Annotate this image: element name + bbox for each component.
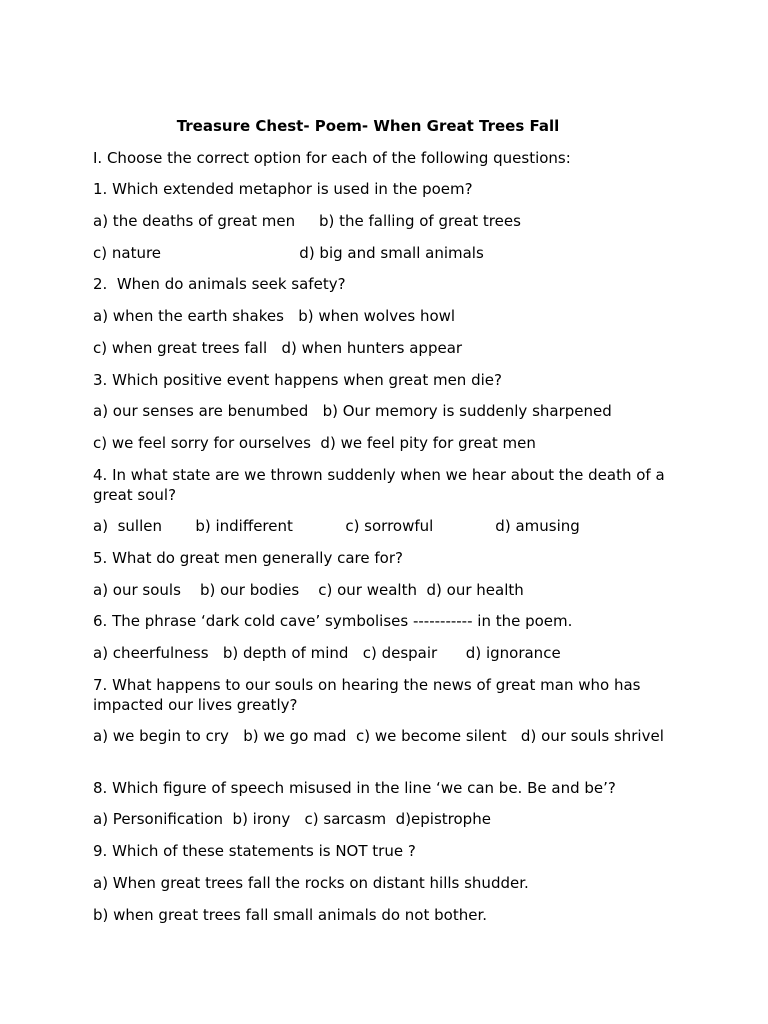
question-3: 3. Which positive event happens when great men die? xyxy=(93,371,502,389)
options-2-ab: a) when the earth shakes b) when wolves howl xyxy=(93,307,456,325)
question-1: 1. Which extended metaphor is used in the poem? xyxy=(93,180,473,198)
instructions: I. Choose the correct option for each of the following questions: xyxy=(93,149,571,167)
options-3-ab: a) our senses are benumbed b) Our memory is suddenly sharpened xyxy=(93,402,612,420)
options-8: a) Personification b) irony c) sarcasm d)epistrophe xyxy=(93,810,491,828)
question-5: 5. What do great men generally care for? xyxy=(93,549,403,567)
options-2-cd: c) when great trees fall d) when hunters appear xyxy=(93,339,463,357)
options-4: a) sullen b) indifferent c) sorrowful d) amusing xyxy=(93,517,580,535)
options-7: a) we begin to cry b) we go mad c) we become silent d) our souls shrivel xyxy=(93,727,664,745)
document-title: Treasure Chest- Poem- When Great Trees Fall xyxy=(176,117,560,135)
options-5: a) our souls b) our bodies c) our wealth d) our health xyxy=(93,581,524,599)
question-8: 8. Which figure of speech misused in the line ‘we can be. Be and be’? xyxy=(93,779,616,797)
options-3-cd: c) we feel sorry for ourselves d) we feel pity for great men xyxy=(93,434,536,452)
option-9-b: b) when great trees fall small animals do not bother. xyxy=(93,906,487,924)
question-9: 9. Which of these statements is NOT true ? xyxy=(93,842,416,860)
option-9-a: a) When great trees fall the rocks on distant hills shudder. xyxy=(93,874,529,892)
question-2: 2. When do animals seek safety? xyxy=(93,275,346,293)
question-4: 4. In what state are we thrown suddenly when we hear about the death of a great soul? xyxy=(93,466,670,504)
options-1-ab: a) the deaths of great men b) the falling of great trees xyxy=(93,212,521,230)
question-6: 6. The phrase ‘dark cold cave’ symbolises ----------- in the poem. xyxy=(93,612,573,630)
options-1-cd: c) nature d) big and small animals xyxy=(93,244,484,262)
options-6: a) cheerfulness b) depth of mind c) despair d) ignorance xyxy=(93,644,561,662)
question-7: 7. What happens to our souls on hearing the news of great man who has impacted our lives greatly? xyxy=(93,676,646,714)
